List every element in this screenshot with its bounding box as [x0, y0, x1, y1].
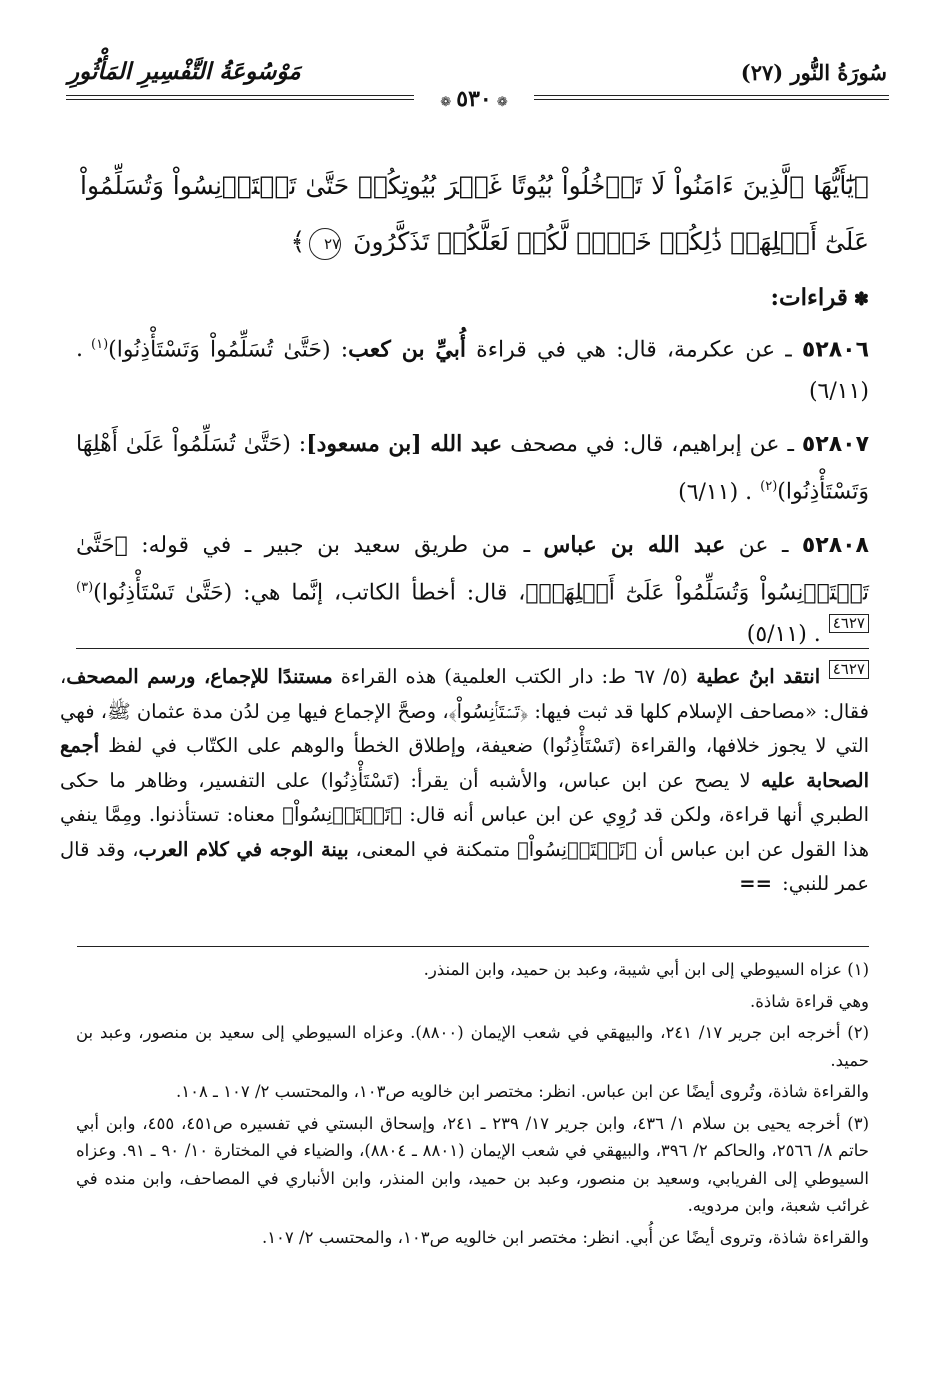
- entry-authority: عبد الله [بن مسعود]: [306, 431, 503, 458]
- commentary-divider: [76, 648, 869, 649]
- entry-text: ـ عن: [725, 532, 802, 558]
- entry-number: ٥٢٨٠٧: [801, 432, 870, 458]
- footnote-marker[interactable]: (١): [91, 337, 109, 352]
- footnote: (٢) أخرجه ابن جرير ١٧/ ٢٤١، والبيهقي في شعب الإيمان (٨٨٠٠). وعزاه السيوطي إلى سعيد بن منصور، وعبد بن حميد.: [76, 1023, 870, 1070]
- commentary-note: [60, 660, 869, 902]
- ayah-number-marker: ٢٧: [309, 228, 341, 260]
- header-verse-number: (٢٧): [740, 60, 784, 85]
- surah-name: سُورَةُ النُّور: [790, 60, 887, 85]
- commentary-link-box[interactable]: ٤٦٢٧: [829, 614, 869, 633]
- reading-entry: [76, 324, 869, 413]
- commentary-text: ، وقد قال عمر للنبي:: [60, 837, 869, 895]
- ornament-icon: ❁: [440, 95, 452, 110]
- star-ornament-icon: ✽: [853, 289, 869, 310]
- commentary-number-box: ٤٦٢٧: [829, 660, 869, 679]
- commentary-emphasis: بينة الوجه في كلام العرب: [138, 837, 349, 861]
- verse-close-bracket: ﴾: [290, 227, 306, 256]
- footnote-divider: [77, 946, 869, 947]
- entry-reading: : (حَتَّىٰ تُسَلِّمُواْ عَلَىٰ أَهْلِهَا وَتَسْتَأْذِنُوا): [76, 432, 869, 505]
- commentary-text: (٥/ ٦٧ ط: دار الكتب العلمية) هذه القراءة: [332, 665, 688, 688]
- verse-text: يَٰٓأَيُّهَا ٱلَّذِينَ ءَامَنُواْ لَا تَدۡخُلُواْ بُيُوتًا غَيۡرَ بُيُوتِكُمۡ حَتَّىٰ تَسۡتَأۡنِسُواْ وَتُسَلِّمُواْ عَلَىٰٓ أَهۡلِهَاۚ ذَٰلِكُمۡ خَيۡرٞ لَّكُمۡ لَعَلَّكُمۡ تَذَكَّرُونَ: [80, 171, 869, 256]
- entry-reference: . (٥/١١): [746, 621, 821, 647]
- section-title: قراءات:: [770, 284, 848, 311]
- commentary-emphasis: مستندًا للإجماع، ورسم المصحف: [66, 665, 333, 688]
- footnote-note: والقراءة شاذة، وتُروى أيضًا عن ابن عباس. انظر: مختصر ابن خالويه ص١٠٣، والمحتسب ٢/ ١٠٧ ـ ١٠٨.: [175, 1082, 869, 1101]
- entry-number: ٥٢٨٠٦: [801, 337, 870, 363]
- quran-verse: [80, 158, 869, 270]
- page-number: ٥٣٠: [456, 86, 492, 112]
- footnote-note: والقراءة شاذة، وتروى أيضًا عن أُبي. انظر: مختصر ابن خالويه ص١٠٣، والمحتسب ٢/ ١٠٧.: [261, 1227, 869, 1247]
- entry-reference: . (٦/١١): [678, 479, 753, 505]
- footnote-note: وهي قراءة شاذة.: [750, 991, 869, 1011]
- footnote-marker[interactable]: (٣): [76, 579, 94, 595]
- reading-entry: [76, 423, 869, 513]
- entry-authority: عبد الله بن عباس: [543, 531, 726, 558]
- entry-reading: : (حَتَّىٰ تُسَلِّمُواْ وَتَسْتَأْذِنُوا): [108, 337, 349, 363]
- commentary-emphasis: أجمع الصحابة عليه: [60, 734, 869, 792]
- footnote-marker[interactable]: (٢): [760, 479, 778, 495]
- entry-reading: ـ من طريق سعيد بن جبير ـ في قوله: ﴿حَتَّىٰ تَسۡتَأۡنِسُواْ وَتُسَلِّمُواْ عَلَىٰٓ أَهۡلِهَاۚ﴾، قال: أخطأ الكاتب، إنَّما هي: (حَتَّىٰ تَسْتَأْذِنُوا): [76, 532, 869, 605]
- commentary-text: ، فقال: «مصاحف الإسلام كلها قد ثبت فيها: ﴿تَسۡتَأۡنِسُواْ﴾، وصحَّ الإجماع فيها مِن لدُن مدة عثمان ﷺ، فهي التي لا يجوز خلافها، والقراءة (تَسْتَأْذِنُوا) ضعيفة، وإطلاق الخطأ والوهم على الكتّاب في لفظ: [60, 665, 869, 757]
- entry-text: ـ عن عكرمة، قال: هي في قراءة: [466, 337, 802, 363]
- page-number-box: [414, 86, 534, 114]
- entry-reference: . (٦/١١): [76, 337, 869, 405]
- running-header-surah: [741, 60, 887, 85]
- entry-authority: أُبيِّ بن كعب: [348, 336, 466, 363]
- footnote: (١) عزاه السيوطي إلى ابن أبي شيبة، وعبد بن حميد، وابن المنذر.: [423, 960, 869, 979]
- commentary-text: لا يصح عن ابن عباس، والأشبه أن يقرأ: (تَسْتَأْذِنُوا) على التفسير، وظاهر ما حكى الطبري أنها قراءة، ولكن قد رُوِي عن ابن عباس أنه قال: ﴿تَسۡتَأۡنِسُواْ﴾ معناه: تستأذنوا. ومِمَّا ينفي هذا القول عن ابن عباس أن ﴿تَسۡتَأۡنِسُواْ﴾ متمكنة في المعنى،: [60, 768, 869, 861]
- footnote: (٣) أخرجه يحيى بن سلام ١/ ٤٣٦، وابن جرير ١٧/ ٢٣٩ ـ ٢٤١، وإسحاق البستي في تفسيره ص٤٥١، ٤٥٥، وابن أبي حاتم ٨/ ٢٥٦٦، والحاكم ٢/ ٣٩٦، والبيهقي في شعب الإيمان (٨٨٠١ ـ ٨٨٠٤)، والضياء في المختارة ١٠/ ٩٠ ـ ٩١. وعزاه السيوطي إلى الفريابي، وسعيد بن منصور، وعبد بن حميد، وابن المنذر، وابن الأنباري في المصاحف، وابن منده في غرائب شعبة، وابن مردويه.: [76, 1113, 870, 1215]
- commentary-lead: انتقد ابنُ عطية: [687, 665, 829, 688]
- reading-entry: [76, 524, 869, 656]
- running-header-book-title: مَوْسُوعَةُ التَّفْسِيرِ المَأْثُورِ: [68, 58, 301, 85]
- ornament-icon: ❁: [496, 95, 508, 110]
- verse-open-bracket: ﴿: [853, 171, 869, 200]
- section-heading: [770, 284, 869, 311]
- entry-number: ٥٢٨٠٨: [801, 532, 869, 558]
- footnotes: [76, 956, 869, 1255]
- continuation-mark: ==: [739, 872, 772, 895]
- readings-list: [76, 324, 869, 666]
- entry-text: ـ عن إبراهيم، قال: في مصحف: [502, 432, 802, 458]
